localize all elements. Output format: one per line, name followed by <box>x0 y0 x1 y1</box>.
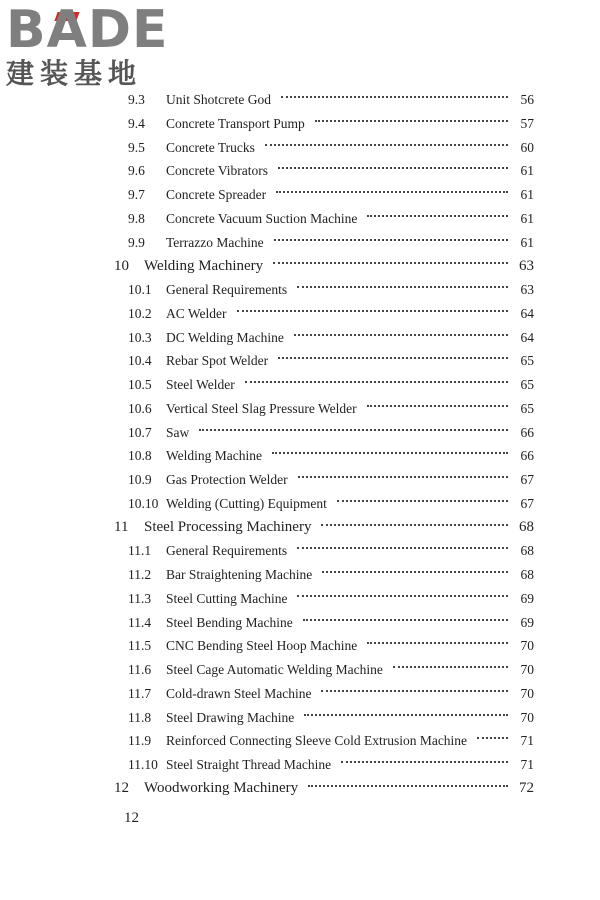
toc-entry-page: 69 <box>520 614 534 630</box>
toc-entry-page: 67 <box>520 495 534 511</box>
toc-entry-page: 68 <box>520 567 534 582</box>
toc-leader-dots <box>294 334 508 336</box>
toc-entry-number: 9.6 <box>128 163 145 179</box>
toc-entry-title: Concrete Trucks <box>166 139 255 155</box>
toc-entry-number: 10.5 <box>128 377 152 392</box>
toc-entry-page: 71 <box>520 733 534 749</box>
toc-entry <box>128 422 534 444</box>
toc-entry-page: 71 <box>520 757 534 772</box>
toc-leader-dots <box>367 215 508 217</box>
toc-entry-page: 70 <box>520 709 534 725</box>
logo-text-cn: 建装基地 <box>6 57 143 90</box>
toc-leader-dots <box>245 381 508 383</box>
toc-entry <box>128 398 534 420</box>
toc-entry-title: Welding Machinery <box>144 257 264 274</box>
toc-entry <box>128 445 534 467</box>
toc-entry-page: 70 <box>520 662 534 677</box>
toc-entry-number: 11.8 <box>128 709 152 725</box>
toc-entry <box>114 517 534 539</box>
toc-entry-number: 11.10 <box>128 757 158 772</box>
toc-entry-page: 68 <box>520 543 534 559</box>
toc-entry-number: 10.1 <box>128 282 152 297</box>
logo <box>6 0 181 94</box>
toc-entry-page: 61 <box>520 187 534 202</box>
toc-entry-title: DC Welding Machine <box>166 329 284 345</box>
toc-entry-page: 57 <box>520 115 534 131</box>
toc-entry <box>128 730 534 752</box>
toc-entry <box>128 279 534 301</box>
toc-entry <box>114 255 534 277</box>
toc-entry-title: Vertical Steel Slag Pressure Welder <box>166 400 357 416</box>
toc-entry <box>128 232 534 254</box>
toc-leader-dots <box>237 310 508 312</box>
toc-entry-number: 11.6 <box>128 662 152 677</box>
toc-entry-title: Rebar Spot Welder <box>166 353 269 369</box>
toc-entry-title: CNC Bending Steel Hoop Machine <box>166 638 358 654</box>
toc-entry-title: General Requirements <box>166 543 288 559</box>
toc-entry-number: 10.10 <box>128 495 159 511</box>
toc-entry-title: Concrete Vibrators <box>166 163 269 179</box>
toc-leader-dots <box>297 547 508 549</box>
toc-entry-title: Cold-drawn Steel Machine <box>166 685 312 701</box>
toc-entry-title: Steel Drawing Machine <box>166 709 295 725</box>
toc-entry <box>128 564 534 586</box>
toc-entry <box>128 588 534 610</box>
toc-entry-page: 61 <box>520 163 534 179</box>
toc-entry <box>128 327 534 349</box>
toc-entry-title: Welding Machine <box>166 448 263 464</box>
toc-entry-number: 11.2 <box>128 567 152 582</box>
toc-leader-dots <box>272 452 508 454</box>
toc-entry-number: 10.4 <box>128 353 152 369</box>
toc-entry <box>128 540 534 562</box>
toc-entry-number: 10.6 <box>128 400 152 416</box>
toc-leader-dots <box>477 737 508 739</box>
toc-entry-page: 67 <box>520 472 534 487</box>
toc-entry-title: Welding (Cutting) Equipment <box>166 495 327 511</box>
toc-entry-page: 63 <box>519 257 534 274</box>
toc-entry <box>128 683 534 705</box>
toc-leader-dots <box>265 144 508 146</box>
toc-entry-number: 10.7 <box>128 424 152 440</box>
toc-entry-page: 65 <box>520 377 534 392</box>
toc-entry-page: 63 <box>520 282 534 297</box>
toc-leader-dots <box>276 191 508 193</box>
toc-entry <box>128 137 534 159</box>
logo-text-en: BADE <box>6 0 169 60</box>
toc-leader-dots <box>322 571 508 573</box>
toc-entry-number: 9.7 <box>128 187 145 202</box>
toc-leader-dots <box>393 666 508 668</box>
toc-entry <box>128 208 534 230</box>
toc-entry-number: 10 <box>114 257 129 274</box>
toc-leader-dots <box>278 167 508 169</box>
toc-entry-title: Unit Shotcrete God <box>166 92 271 107</box>
toc-entry-number: 11 <box>114 519 129 535</box>
toc-leader-dots <box>315 120 508 122</box>
toc-entry-page: 68 <box>519 519 534 535</box>
toc-entry-title: Concrete Transport Pump <box>166 115 305 131</box>
toc-entry <box>128 184 534 206</box>
toc-entry-page: 56 <box>520 92 534 107</box>
toc-entry <box>128 469 534 491</box>
toc-entry <box>128 89 534 111</box>
toc-entry-number: 9.8 <box>128 210 145 226</box>
toc-entry-title: Steel Cage Automatic Welding Machine <box>166 662 383 677</box>
toc-entry <box>128 493 534 515</box>
toc-entry <box>128 113 534 135</box>
toc-entry-title: Steel Cutting Machine <box>166 590 288 606</box>
toc-leader-dots <box>321 690 508 692</box>
toc-entry-number: 11.4 <box>128 614 152 630</box>
toc-entry-title: Concrete Spreader <box>166 187 267 202</box>
toc-entry <box>114 778 534 800</box>
toc-entry-title: Saw <box>166 424 190 440</box>
toc-leader-dots <box>303 619 508 621</box>
toc-entry <box>128 374 534 396</box>
toc-entry-page: 65 <box>520 353 534 369</box>
toc-entry-page: 64 <box>520 305 534 321</box>
toc-entry-number: 11.1 <box>128 543 152 559</box>
toc-entry-page: 65 <box>520 400 534 416</box>
toc-leader-dots <box>281 96 508 98</box>
toc-entry <box>128 160 534 182</box>
toc-entry <box>128 635 534 657</box>
toc-entry <box>128 612 534 634</box>
toc-entry-number: 9.4 <box>128 115 145 131</box>
toc-entry-page: 66 <box>520 424 534 440</box>
toc-entry-title: Concrete Vacuum Suction Machine <box>166 210 358 226</box>
toc-leader-dots <box>278 357 508 359</box>
toc-entry-number: 10.8 <box>128 448 152 464</box>
toc-entry-page: 69 <box>520 590 534 606</box>
toc-leader-dots <box>341 761 508 763</box>
toc-leader-dots <box>337 500 508 502</box>
toc-entry-title: Reinforced Connecting Sleeve Cold Extrusion Machine <box>166 733 468 749</box>
toc-leader-dots <box>298 476 508 478</box>
toc-entry-title: Bar Straightening Machine <box>166 567 313 582</box>
toc-leader-dots <box>367 405 508 407</box>
toc-leader-dots <box>304 714 508 716</box>
toc-entry-title: Gas Protection Welder <box>166 472 288 487</box>
toc-entry-page: 66 <box>520 448 534 464</box>
toc-entry-title: Terrazzo Machine <box>166 234 264 250</box>
toc-entry <box>128 350 534 372</box>
toc-entry-title: Steel Processing Machinery <box>144 519 312 535</box>
toc-leader-dots <box>367 642 508 644</box>
toc-entry-page: 70 <box>520 685 534 701</box>
toc-entry-number: 9.9 <box>128 234 145 250</box>
toc-entry-page: 70 <box>520 638 534 654</box>
toc-entry <box>128 659 534 681</box>
toc-entry-number: 11.9 <box>128 733 152 749</box>
toc-entry-number: 11.3 <box>128 590 152 606</box>
toc-entry <box>128 707 534 729</box>
toc-entry-number: 10.2 <box>128 305 152 321</box>
toc-entry <box>128 303 534 325</box>
toc-entry-title: General Requirements <box>166 282 288 297</box>
toc-leader-dots <box>274 239 508 241</box>
toc-leader-dots <box>273 262 508 264</box>
toc-entry-number: 10.9 <box>128 472 152 487</box>
toc-entry-number: 9.3 <box>128 92 145 107</box>
toc-entry-number: 11.7 <box>128 685 152 701</box>
toc-entry-number: 10.3 <box>128 329 152 345</box>
page-number: 12 <box>124 810 139 826</box>
toc-entry <box>128 754 534 776</box>
toc-entry-page: 61 <box>520 234 534 250</box>
toc-entry-number: 9.5 <box>128 139 145 155</box>
toc-entry-title: Woodworking Machinery <box>144 780 299 797</box>
toc-entry-page: 64 <box>520 329 534 345</box>
toc-entry-title: Steel Welder <box>166 377 235 392</box>
toc-entry-page: 60 <box>520 139 534 155</box>
toc-leader-dots <box>297 595 508 597</box>
toc-entry-title: AC Welder <box>166 305 227 321</box>
toc-entry-number: 12 <box>114 780 129 797</box>
toc-leader-dots <box>297 286 508 288</box>
toc-entry-page: 72 <box>519 780 534 797</box>
toc-leader-dots <box>308 785 508 787</box>
toc-entry-title: Steel Bending Machine <box>166 614 293 630</box>
toc-entry-page: 61 <box>520 210 534 226</box>
toc-leader-dots <box>321 524 508 526</box>
toc-entry-title: Steel Straight Thread Machine <box>166 757 332 772</box>
toc-leader-dots <box>199 429 508 431</box>
toc-entry-number: 11.5 <box>128 638 152 654</box>
